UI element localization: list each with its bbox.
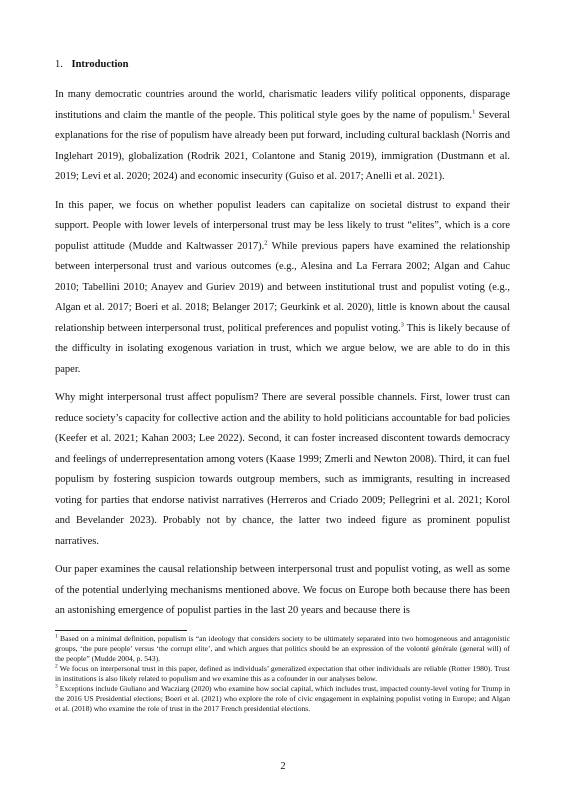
footnote-separator (55, 630, 187, 631)
paragraph-text: In this paper, we focus on whether populist leaders can capitalize on societal distrust to expand their support. People with lower levels of interpersonal trust may be less likely to trust “elites”, which is a core populist attitude (Mudde and Kaltwasser 2017). (55, 199, 510, 252)
footnote-ref-3[interactable]: 3 (400, 321, 404, 328)
footnote-ref-2[interactable]: 2 (264, 239, 268, 246)
paragraph-text: Several explanations for the rise of populism have already been put forward, including cultural backlash (Norris and Inglehart 2019), globalization (Rodrik 2021, Colantone and Stanig 2019), immigration (Dustmann et al. 2019; Levi et al. 2020; 2024) and economic insecurity (Guiso et al. 2017; Anelli et al. 2021). (55, 109, 510, 182)
section-title: Introduction (71, 59, 129, 70)
paragraph-2 (55, 196, 510, 381)
page-number: 2 (280, 761, 286, 772)
footnote-1 (55, 634, 510, 664)
footnote-text: Based on a minimal definition, populism is “an ideology that considers society to be ultimately separated into two homogeneous and antagonistic groups, ‘the pure people’ versus ‘the corrupt elite’, and which argues that politics should be an expression of the volonté générale (general will) of the people” (Mudde 2004, p. 543). (55, 634, 510, 663)
footnote-3 (55, 684, 510, 714)
paragraph-text: While previous papers have examined the relationship between interpersonal trust and various outcomes (e.g., Alesina and La Ferrara 2002; Algan and Cahuc 2010; Tabellini 2010; Anayev and Guriev 2019) and between institutional trust and populist voting (e.g., Algan et al. 2017; Boeri et al. 2018; Belanger 2017; Geurkink et al. 2020), little is known about the causal relationship between interpersonal trust, political preferences and populist voting. (55, 240, 510, 334)
footnote-number: 3 (55, 683, 58, 690)
footnote-number: 1 (55, 633, 58, 640)
footnote-number: 2 (55, 663, 58, 670)
footnote-text: Exceptions include Giuliano and Wacziarg (2020) who examine how social capital, which includes trust, impacted county-level voting for Trump in the 2016 US Presidential elections; Boeri et al. (2021) who explore the role of civic engagement in explaining populist voting in Europe; and Algan et al. (2018) who examine the role of trust in the 2017 French presidential elections. (55, 684, 510, 713)
section-heading (55, 58, 510, 72)
section-number: 1. (55, 59, 63, 70)
footnote-text: We focus on interpersonal trust in this paper, defined as individuals’ generalized expectation that other individuals are reliable (Rotter 1980). Trust in institutions is also likely related to populism and we examine this as a cofounder in our analyses below. (55, 664, 510, 683)
footnote-2 (55, 664, 510, 684)
paragraph-3 (55, 388, 510, 552)
paragraph-text: Why might interpersonal trust affect populism? There are several possible channels. First, lower trust can reduce society’s capacity for collective action and the ability to hold politicians accountable for bad policies (Keefer et al. 2021; Kahan 2003; Lee 2022). Second, it can foster increased discontent towards democracy and feelings of underrepresentation among voters (Kaase 1999; Zmerli and Newton 2008). Third, it can fuel populism by fostering suspicion towards outgroup members, such as immigrants, resulting in increased voting for parties that endorse nativist narratives (Herreros and Criado 2009; Pellegrini et al. 2021; Korol and Bevelander 2023). Probably not by chance, the latter two indeed figure as prominent populist narratives. (55, 392, 510, 547)
paragraph-text: This is likely because of the difficulty in isolating exogenous variation in trust, which we argue below, we are able to do in this paper. (55, 322, 510, 375)
paragraph-4 (55, 560, 510, 622)
paragraph-text: Our paper examines the causal relationship between interpersonal trust and populist voting, as well as some of the potential underlying mechanisms mentioned above. We focus on Europe both because there has been an astonishing emergence of populist parties in the last 20 years and because there is (55, 564, 510, 616)
footnotes (55, 634, 510, 714)
footnote-ref-1[interactable]: 1 (472, 108, 476, 115)
paragraph-text: In many democratic countries around the world, charismatic leaders vilify political opponents, disparage institutions and claim the mantle of the people. This political style goes by the name of populism. (55, 89, 510, 121)
paragraph-1 (55, 85, 510, 188)
page-body (55, 58, 510, 630)
